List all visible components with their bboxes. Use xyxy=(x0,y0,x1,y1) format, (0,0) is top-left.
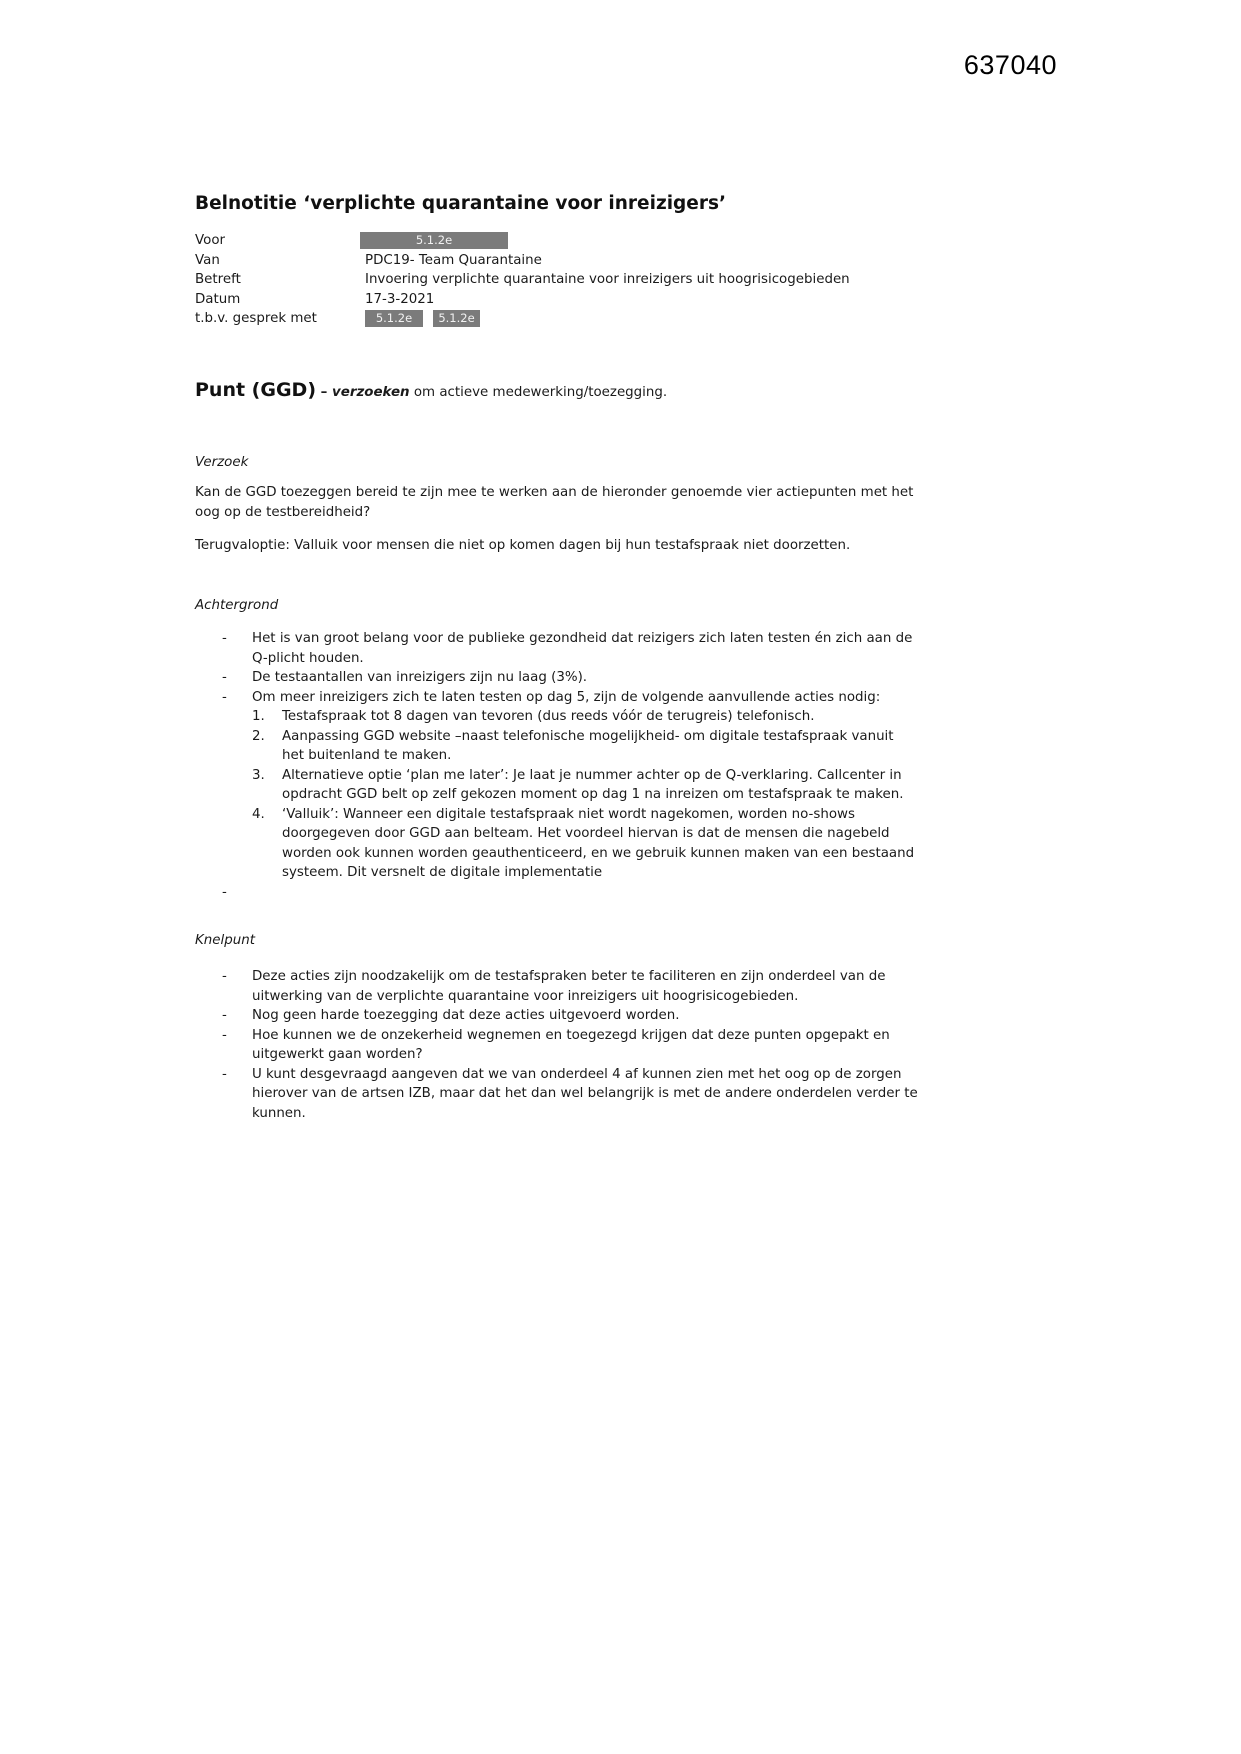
meta-value-gesprek-met xyxy=(365,309,919,329)
list-item xyxy=(195,688,919,708)
list-item xyxy=(195,1065,919,1124)
meta-label-datum: Datum xyxy=(195,291,241,307)
number-marker: 2. xyxy=(252,728,265,744)
number-marker: 3. xyxy=(252,767,265,783)
document-title: Belnotitie ‘verplichte quarantaine voor inreizigers’ xyxy=(195,193,727,214)
list-item-text: U kunt desgevraagd aangeven dat we van onderdeel 4 af kunnen zien met het oog op de zorgen hierover van de artsen IZB, maar dat het dan wel belangrijk is met de andere onderdelen verder te kunnen. xyxy=(252,1066,918,1121)
numbered-item-text: ‘Valluik’: Wanneer een digitale testafspraak niet wordt nagekomen, worden no-shows doorgegeven door GGD aan belteam. Het voordeel hiervan is dat de mensen die nagebeld worden ook kunnen worden geauthenticeerd, en we gebruik kunnen maken van een bestaand systeem. Dit versnelt de digitale implementatie xyxy=(282,806,915,880)
meta-row-datum xyxy=(195,290,919,310)
verzoek-paragraph-2: Terugvaloptie: Valluik voor mensen die niet op komen dagen bij hun testafspraak niet doorzetten. xyxy=(195,538,851,553)
knelpunt-list xyxy=(195,967,919,1123)
redaction-box: 5.1.2e xyxy=(433,310,480,327)
list-item-text: Nog geen harde toezegging dat deze acties uitgevoerd worden. xyxy=(252,1008,680,1023)
meta-row-van xyxy=(195,251,919,271)
document-number: 637040 xyxy=(963,50,1057,80)
numbered-item xyxy=(195,766,919,805)
achtergrond-list xyxy=(195,629,919,900)
punt-heading-main: Punt (GGD) xyxy=(195,379,317,401)
section-heading-punt xyxy=(195,381,919,403)
numbered-item-text: Testafspraak tot 8 dagen van tevoren (dus reeds vóór de terugreis) telefonisch. xyxy=(282,709,815,724)
list-item-text: Het is van groot belang voor de publieke gezondheid dat reizigers zich laten testen én zich aan de Q-plicht houden. xyxy=(252,631,913,666)
list-item xyxy=(195,1006,919,1026)
punt-heading-emphasis: verzoeken xyxy=(332,385,410,400)
list-item-text: De testaantallen van inreizigers zijn nu laag (3%). xyxy=(252,670,588,685)
section-label-knelpunt: Knelpunt xyxy=(195,933,255,948)
list-item xyxy=(195,668,919,688)
section-label-verzoek: Verzoek xyxy=(195,455,249,470)
numbered-item xyxy=(195,727,919,766)
redaction-box: 5.1.2e xyxy=(360,232,508,249)
meta-label-van: Van xyxy=(195,252,220,268)
numbered-item xyxy=(195,805,919,883)
meta-label-gesprek-met: t.b.v. gesprek met xyxy=(195,311,317,326)
dash-bullet: - xyxy=(222,631,227,646)
number-marker: 4. xyxy=(252,806,265,822)
dash-bullet: - xyxy=(222,884,227,900)
dash-bullet: - xyxy=(222,1066,227,1082)
meta-row-voor xyxy=(195,231,919,251)
numbered-item-text: Aanpassing GGD website –naast telefonische mogelijkheid- om digitale testafspraak vanuit het buitenland te maken. xyxy=(282,728,894,763)
list-item xyxy=(195,1026,919,1065)
dash-bullet: - xyxy=(222,969,227,984)
number-marker: 1. xyxy=(252,709,265,724)
punt-heading-dash: – xyxy=(316,385,333,400)
meta-value-datum: 17-3-2021 xyxy=(365,291,435,307)
punt-heading-rest: om actieve medewerking/toezegging. xyxy=(409,385,668,400)
numbered-item xyxy=(195,707,919,727)
meta-value-betreft: Invoering verplichte quarantaine voor inreizigers uit hoogrisicogebieden xyxy=(365,272,850,287)
meta-row-betreft xyxy=(195,270,919,290)
list-item xyxy=(195,967,919,1006)
meta-value-voor xyxy=(365,231,919,251)
verzoek-paragraph-1: Kan de GGD toezeggen bereid te zijn mee te werken aan de hieronder genoemde vier actiepunten met het oog op de testbereidheid? xyxy=(195,485,914,520)
dash-bullet: - xyxy=(222,1027,227,1043)
list-item-text: Deze acties zijn noodzakelijk om de testafspraken beter te faciliteren en zijn onderdeel van de uitwerking van de verplichte quarantaine voor inreizigers uit hoogrisicogebieden. xyxy=(252,969,886,1004)
meta-row-gesprek-met xyxy=(195,309,919,329)
list-item-text: Om meer inreizigers zich te laten testen op dag 5, zijn de volgende aanvullende acties nodig: xyxy=(252,689,881,705)
section-label-achtergrond: Achtergrond xyxy=(195,598,279,613)
meta-value-van: PDC19- Team Quarantaine xyxy=(365,252,542,268)
dash-bullet: - xyxy=(222,689,227,705)
metadata-block xyxy=(195,231,919,329)
list-item xyxy=(195,629,919,668)
meta-label-voor: Voor xyxy=(195,233,226,248)
meta-label-betreft: Betreft xyxy=(195,272,241,287)
numbered-item-text: Alternatieve optie ‘plan me later’: Je laat je nummer achter op de Q-verklaring. Callcenter in opdracht GGD belt op zelf gekozen moment op dag 1 na inreizen om testafspraak te maken. xyxy=(282,767,904,802)
list-item-text: Hoe kunnen we de onzekerheid wegnemen en toegezegd krijgen dat deze punten opgepakt en uitgewerkt gaan worden? xyxy=(252,1027,890,1062)
redaction-box: 5.1.2e xyxy=(365,310,423,327)
dash-bullet: - xyxy=(222,1008,227,1023)
dash-bullet: - xyxy=(222,670,227,685)
